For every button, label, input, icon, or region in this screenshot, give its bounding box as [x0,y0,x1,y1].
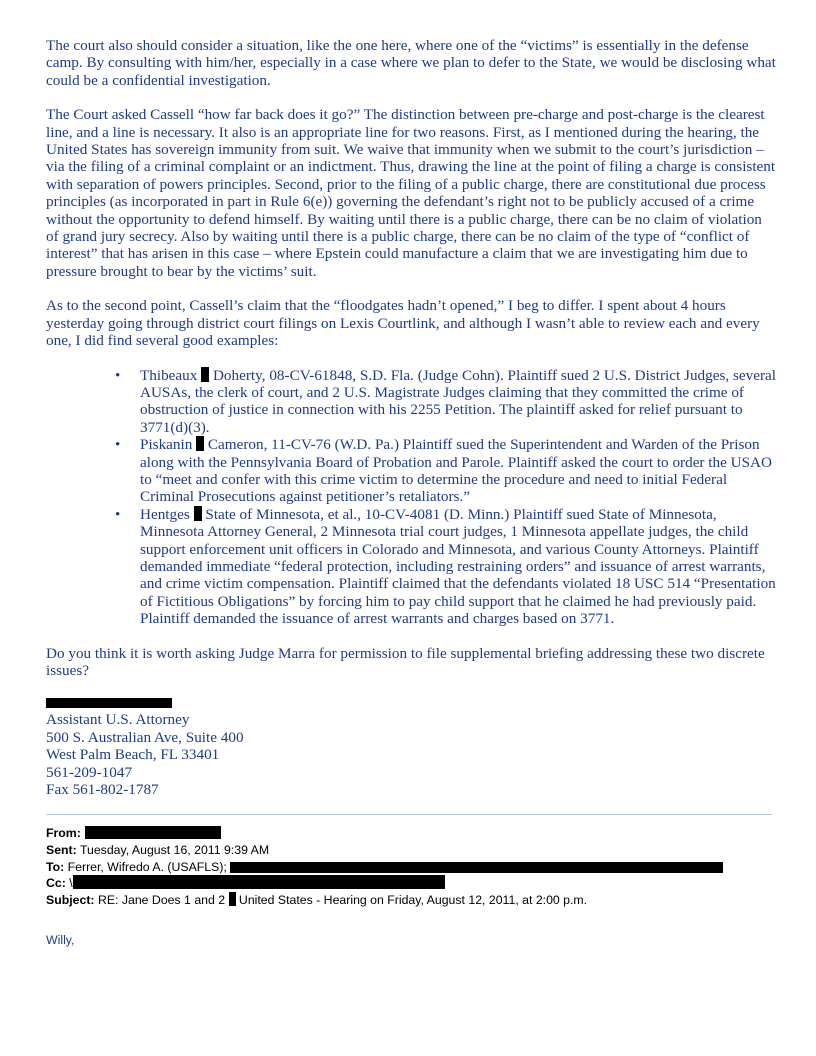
example-text: State of Minnesota, et al., 10-CV-4081 (D. Minn.) Plaintiff sued State of Minnesota, Minnesota Attorney General, 2 Minnesota trial court judges, 1 Minnesota appellate judges, the child support enforcement unit officers in Colorado and Minnesota, and various County Attorneys. Plaintiff demanded immediate “federal protection, including restraining orders” and issuance of arrest warrants, and crime victim compensation. Plaintiff claimed that the defendants violated 18 USC 514 “Presentation of Fictitious Obligations” by forcing him to pay child support that he claimed he had previously paid. Plaintiff demanded the issuance of arrest warrants and charges based on 3771. [140,505,776,628]
to-value: Ferrer, Wifredo A. (USAFLS); [67,859,227,874]
signature-phone: 561-209-1047 [46,763,133,781]
signature-fax: Fax 561-802-1787 [46,781,159,799]
to-label: To: [46,859,65,874]
redaction-block [201,367,209,382]
list-item [140,506,776,628]
subject-row [46,892,776,909]
redaction-block [85,826,221,839]
redaction-block [73,875,445,889]
example-plaintiff: Thibeaux [140,366,202,384]
from-label: From: [46,826,81,841]
redaction-block [194,506,202,521]
subject-label: Subject: [46,892,95,907]
sent-row [46,842,776,859]
subject-prefix: RE: Jane Does 1 and 2 [97,892,229,907]
email-header [46,825,776,908]
signature-title: Assistant U.S. Attorney [46,711,190,729]
cc-row [46,875,776,892]
sent-label: Sent: [46,843,77,858]
signature-address-line2: West Palm Beach, FL 33401 [46,746,220,764]
paragraph-victim-defense-camp: The court also should consider a situation, like the one here, where one of the “victims” is essentially in the defense camp. By consulting with him/her, especially in a case where we plan to defer to the State, we would be disclosing what could be a confidential investigation. [46,37,776,89]
email-document [46,37,776,950]
redaction-block [46,698,172,708]
example-text: Doherty, 08-CV-61848, S.D. Fla. (Judge Cohn). Plaintiff sued 2 U.S. District Judges, several AUSAs, the clerk of court, and 2 U.S. Magistrate Judges claiming that they committed the crime of obstruction of justice in connection with his 2255 Petition. The plaintiff asked for relief pursuant to 3771(d)(3). [140,366,776,436]
subject-suffix: United States - Hearing on Friday, August 12, 2011, at 2:00 p.m. [235,892,588,907]
signature-address-line1: 500 S. Australian Ave, Suite 400 [46,728,244,746]
sent-value: Tuesday, August 16, 2011 9:39 AM [79,843,270,858]
redaction-block [196,436,204,451]
paragraph-floodgates: As to the second point, Cassell’s claim that the “floodgates hadn’t opened,” I beg to differ. I spent about 4 hours yesterday going through district court filings on Lexis Courtlink, and although I wasn’t able to review each and every one, I did find several good examples: [46,297,760,350]
redaction-block [229,892,236,906]
paragraph-pre-post-charge: The Court asked Cassell “how far back does it go?” The distinction between pre-charge and post-charge is the clearest line, and a line is necessary. It also is an appropriate line for two reasons. First, as I mentioned during the hearing, the United States has sovereign immunity from suit. We waive that immunity when we submit to the court’s jurisdiction – via the filing of a criminal complaint or an indictment. Thus, drawing the line at the point of filing a charge is consistent with separation of powers principles. Second, prior to the filing of a public charge, there are constitutional due process principles (as incorporated in part in Rule 6(e)) governing the defendant’s right not to be publicly accused of a crime without the opportunity to defend himself. By waiting until there is a public charge, there can be no claim of violation of grand jury secrecy. Also by waiting until there is a public charge, there can be no claim of the type of “conflict of interest” that has arisen in this case – where Epstein could manufacture a claim that we are investigating him due to pressure brought to bear by the victims’ suit. [46,106,776,280]
cc-label: Cc: [46,876,66,891]
header-divider [46,814,772,815]
list-item [140,367,776,437]
signature-block [46,698,776,798]
from-row [46,825,776,842]
example-plaintiff: Hentges [140,505,194,523]
examples-list [46,367,776,628]
example-plaintiff: Piskanin [140,436,197,454]
list-item [140,436,776,506]
to-row [46,859,776,876]
redaction-block [230,862,723,873]
example-text: Cameron, 11-CV-76 (W.D. Pa.) Plaintiff sued the Superintendent and Warden of the Prison along with the Pennsylvania Board of Probation and Parole. Plaintiff asked the court to order the USAO to “meet and confer with this crime victim to determine the procedure and need to initial Federal Criminal Prosecutions against petitioner’s retaliators.” [140,436,772,506]
cc-value: \ [69,876,73,891]
salutation: Willy, [46,933,75,948]
paragraph-closing-question: Do you think it is worth asking Judge Marra for permission to file supplemental briefing addressing these two discrete issues? [46,644,765,679]
